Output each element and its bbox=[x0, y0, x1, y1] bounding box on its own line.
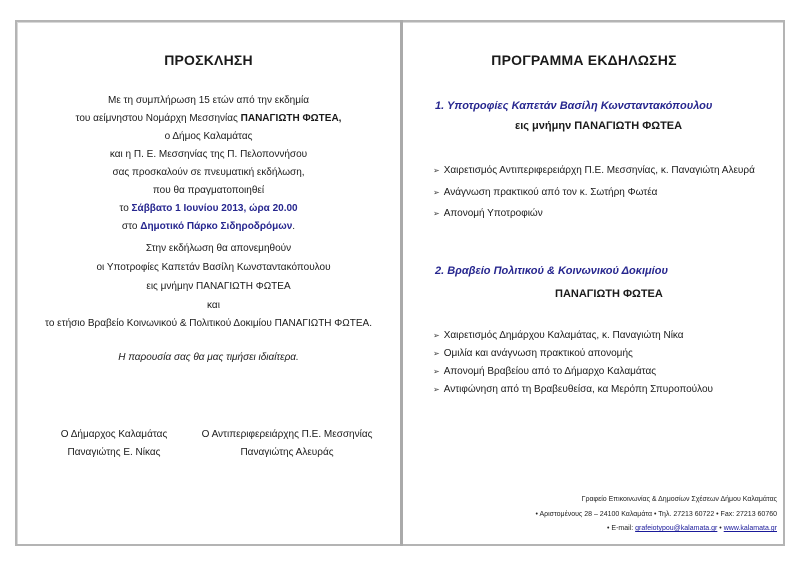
section-heading: 1. Υποτροφίες Καπετάν Βασίλη Κωνσταντακόπουλου bbox=[435, 100, 713, 112]
signature-role: Ο Δήμαρχος Καλαμάτας bbox=[60, 429, 168, 440]
arrow-bullet-icon: ➢ bbox=[433, 367, 440, 376]
email-label: • E-mail: bbox=[607, 525, 636, 532]
invitation-line: σας προσκαλούν σε πνευματική εκδήλωση, bbox=[112, 167, 305, 178]
program-page bbox=[403, 22, 781, 542]
program-item-text: Ανάγνωση πρακτικού από τον κ. Σωτήρη Φωτέα bbox=[443, 187, 658, 198]
invitation-page bbox=[17, 22, 400, 542]
section-subheading: εις μνήμην ΠΑΝΑΓΙΩΤΗ ΦΩΤΕΑ bbox=[515, 120, 683, 132]
program-item-text: Αντιφώνηση από τη Βραβευθείσα, κα Μερόπη Σπυροπούλου bbox=[443, 384, 714, 395]
program-item-text: Απονομή Υποτροφιών bbox=[443, 208, 543, 219]
text: στο bbox=[121, 221, 141, 232]
arrow-bullet-icon: ➢ bbox=[433, 209, 440, 218]
invitation-line: που θα πραγματοποιηθεί bbox=[152, 185, 265, 196]
text: του αείμνηστου Νομάρχη Μεσσηνίας bbox=[75, 113, 241, 124]
program-item bbox=[433, 330, 684, 341]
signature-mayor bbox=[39, 429, 189, 458]
closing-line: Η παρουσία σας θα μας τιμήσει ιδιαίτερα. bbox=[118, 352, 299, 363]
arrow-bullet-icon: ➢ bbox=[433, 331, 440, 340]
invitation-line: οι Υποτροφίες Καπετάν Βασίλη Κωνσταντακόπουλου bbox=[96, 262, 331, 273]
text: το bbox=[119, 203, 132, 214]
invitation-line: και η Π. Ε. Μεσσηνίας της Π. Πελοποννήσου bbox=[109, 149, 308, 160]
signature-role: Ο Αντιπεριφερειάρχης Π.Ε. Μεσσηνίας bbox=[201, 429, 373, 440]
invitation-line: ο Δήμος Καλαμάτας bbox=[164, 131, 253, 142]
program-item bbox=[433, 384, 713, 395]
program-item bbox=[433, 208, 543, 219]
arrow-bullet-icon: ➢ bbox=[433, 349, 440, 358]
program-item bbox=[433, 366, 656, 377]
invitation-line bbox=[17, 113, 400, 124]
program-title: ΠΡΟΓΡΑΜΜΑ ΕΚΔΗΛΩΣΗΣ bbox=[491, 52, 677, 68]
arrow-bullet-icon: ➢ bbox=[433, 385, 440, 394]
email-link[interactable]: grafeiotypou@kalamata.gr bbox=[635, 525, 718, 532]
program-item-text: Χαιρετισμός Αντιπεριφερειάρχη Π.Ε. Μεσσηνίας, κ. Παναγιώτη Αλευρά bbox=[443, 165, 755, 176]
arrow-bullet-icon: ➢ bbox=[433, 188, 440, 197]
signature-deputy-governor bbox=[187, 429, 387, 458]
program-item-text: Χαιρετισμός Δημάρχου Καλαμάτας, κ. Παναγιώτη Νίκα bbox=[443, 330, 684, 341]
separator: • bbox=[717, 525, 724, 532]
event-date: Σάββατο 1 Ιουνίου 2013, ώρα 20.00 bbox=[131, 203, 298, 214]
section-subheading: ΠΑΝΑΓΙΩΤΗ ΦΩΤΕΑ bbox=[555, 288, 663, 300]
invitation-line: Με τη συμπλήρωση 15 ετών από την εκδημία bbox=[107, 95, 310, 106]
event-venue: Δημοτικό Πάρκο Σιδηροδρόμων bbox=[140, 221, 293, 232]
footer-address: • Αριστομένους 28 – 24100 Καλαμάτα • Τηλ. 27213 60722 • Fax: 27213 60760 bbox=[535, 511, 777, 518]
section-heading: 2. Βραβείο Πολιτικού & Κοινωνικού Δοκιμίου bbox=[435, 265, 668, 277]
program-item bbox=[433, 348, 633, 359]
invitation-line: και bbox=[207, 300, 220, 311]
event-venue-line bbox=[17, 221, 400, 232]
program-item-text: Ομιλία και ανάγνωση πρακτικού απονομής bbox=[443, 348, 633, 359]
signature-name: Παναγιώτης Αλευράς bbox=[240, 447, 334, 458]
text: . bbox=[292, 221, 296, 232]
program-item bbox=[433, 165, 755, 176]
invitation-title: ΠΡΟΣΚΛΗΣΗ bbox=[164, 52, 253, 68]
invitation-line: εις μνήμην ΠΑΝΑΓΙΩΤΗ ΦΩΤΕΑ bbox=[146, 281, 291, 292]
footer-office: Γραφείο Επικοινωνίας & Δημοσίων Σχέσεων Δήμου Καλαμάτας bbox=[581, 496, 777, 503]
arrow-bullet-icon: ➢ bbox=[433, 166, 440, 175]
website-link[interactable]: www.kalamata.gr bbox=[723, 525, 777, 532]
signature-name: Παναγιώτης Ε. Νίκας bbox=[67, 447, 161, 458]
invitation-line: Στην εκδήλωση θα απονεμηθούν bbox=[145, 243, 292, 254]
program-item bbox=[433, 187, 657, 198]
footer-contact bbox=[607, 525, 777, 532]
honoree-name: ΠΑΝΑΓΙΩΤΗ ΦΩΤΕΑ, bbox=[240, 113, 342, 124]
invitation-line: το ετήσιο Βραβείο Κοινωνικού & Πολιτικού Δοκιμίου ΠΑΝΑΓΙΩΤΗ ΦΩΤΕΑ. bbox=[45, 318, 372, 329]
program-item-text: Απονομή Βραβείου από το Δήμαρχο Καλαμάτας bbox=[443, 366, 657, 377]
event-date-line bbox=[17, 203, 400, 214]
